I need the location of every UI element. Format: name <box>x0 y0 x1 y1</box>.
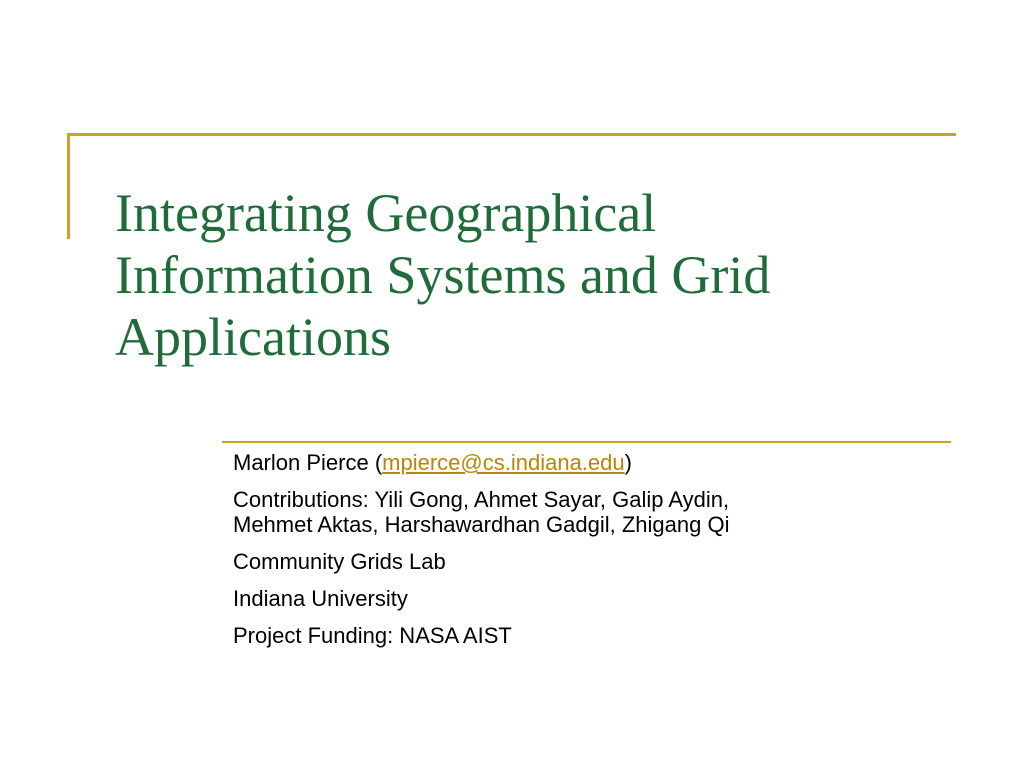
university-line: Indiana University <box>233 586 408 611</box>
author-email-link[interactable]: mpierce@cs.indiana.edu <box>382 450 625 475</box>
subtitle-accent-rule <box>222 441 951 443</box>
title-line-2: Information Systems and Grid <box>115 245 771 305</box>
left-accent-rule <box>67 133 70 239</box>
contributions-line <box>233 487 953 537</box>
funding-line: Project Funding: NASA AIST <box>233 623 512 648</box>
subtitle-block <box>233 450 953 660</box>
contributions-text-1: Contributions: Yili Gong, Ahmet Sayar, Galip Aydin, <box>233 487 730 512</box>
title-line-3: Applications <box>115 307 391 367</box>
slide-title <box>115 182 975 368</box>
top-accent-rule <box>67 133 956 136</box>
author-line <box>233 450 953 475</box>
lab-line: Community Grids Lab <box>233 549 446 574</box>
contributions-text-2: Mehmet Aktas, Harshawardhan Gadgil, Zhigang Qi <box>233 512 730 537</box>
author-paren-close: ) <box>624 450 632 475</box>
author-name: Marlon Pierce ( <box>233 450 383 475</box>
title-line-1: Integrating Geographical <box>115 183 657 243</box>
